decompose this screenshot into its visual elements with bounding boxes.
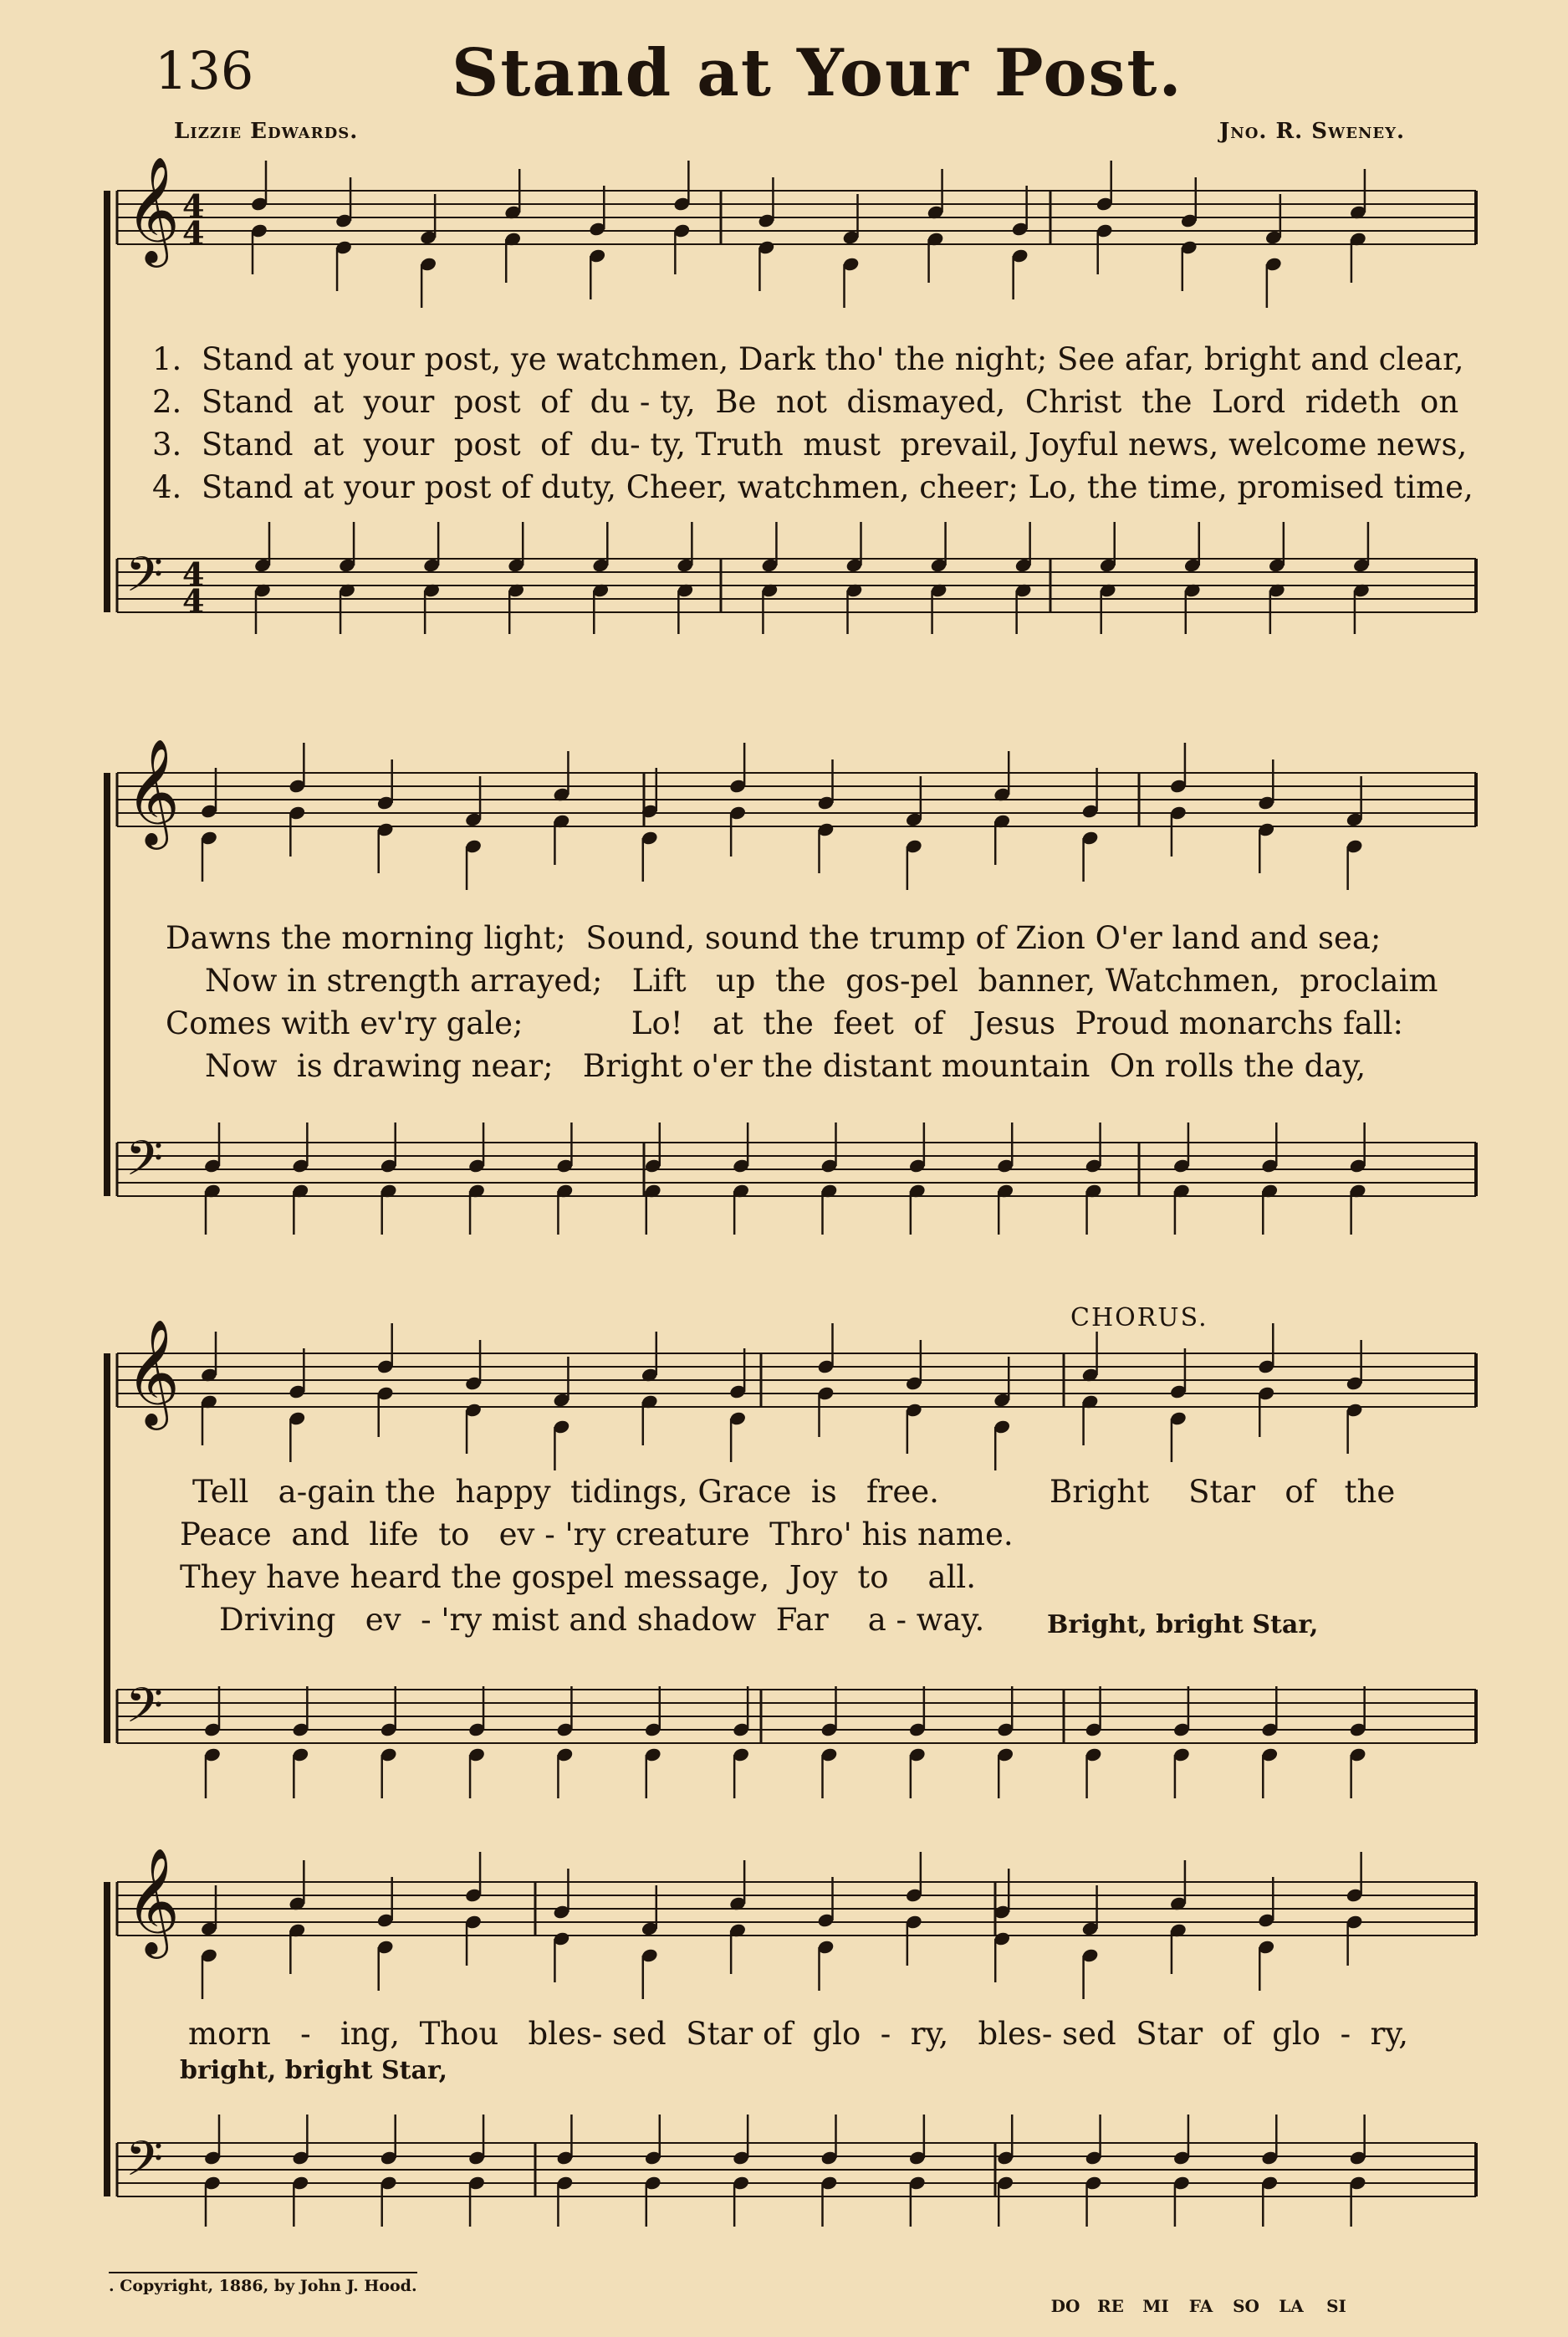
verse-1-line-2: Dawns the morning light; Sound, sound the trump of Zion O'er land and sea; — [166, 920, 1382, 956]
bass-clef: 𝄢 — [125, 2130, 164, 2199]
bass-chorus-lyric-2: bright, bright Star, — [180, 2056, 448, 2085]
verse-3-line-1: 3. Stand at your post of du- ty, Truth must prevail, Joyful news, welcome news, — [152, 427, 1468, 463]
solfa-mi: MI — [1142, 2296, 1169, 2316]
solfa-la: LA — [1279, 2296, 1304, 2316]
verse-2-line-2: Now in strength arrayed; Lift up the gos-pel banner, Watchmen, proclaim — [166, 963, 1438, 999]
solfa-si: SI — [1326, 2296, 1346, 2316]
time-signature-top: 4 — [182, 555, 205, 593]
solfa-so: SO — [1233, 2296, 1259, 2316]
bass-clef: 𝄢 — [125, 546, 164, 615]
solfa-re: RE — [1097, 2296, 1124, 2316]
bass-clef: 𝄢 — [125, 1130, 164, 1199]
chorus-label: CHORUS. — [1070, 1303, 1208, 1332]
page-number: 136 — [155, 40, 254, 101]
verse-2-line-1: 2. Stand at your post of du - ty, Be not dismayed, Christ the Lord rideth on — [152, 384, 1459, 420]
verse-3-line-3: They have heard the gospel message, Joy to all. — [180, 1559, 977, 1595]
verse-1-line-3: Tell a-gain the happy tidings, Grace is free. — [192, 1474, 939, 1510]
time-signature-bottom: 4 — [182, 214, 205, 252]
treble-clef: 𝄞 — [125, 156, 181, 263]
verse-1-line-1: 1. Stand at your post, ye watchmen, Dark tho' the night; See afar, bright and clear, — [152, 341, 1464, 377]
time-signature-top: 4 — [182, 187, 205, 225]
treble-clef: 𝄞 — [125, 1318, 181, 1425]
chorus-lyric-1: Bright Star of the — [1050, 1474, 1396, 1510]
solfa-do: DO — [1050, 2296, 1080, 2316]
copyright-notice: . Copyright, 1886, by John J. Hood. — [109, 2272, 417, 2295]
verse-4-line-3: Driving ev - 'ry mist and shadow Far a - way. — [180, 1602, 985, 1638]
solfa-fa: FA — [1188, 2296, 1213, 2316]
hymn-title: Stand at Your Post. — [452, 35, 1183, 111]
composer-credit: Jno. R. Sweney. — [1219, 119, 1406, 144]
treble-clef: 𝄞 — [125, 738, 181, 845]
treble-clef: 𝄞 — [125, 1847, 181, 1954]
bass-chorus-lyric-1: Bright, bright Star, — [1047, 1610, 1319, 1639]
verse-2-line-3: Peace and life to ev - 'ry creature Thro' his name. — [180, 1516, 1014, 1552]
verse-3-line-2: Comes with ev'ry gale; Lo! at the feet of Jesus Proud monarchs fall: — [166, 1005, 1403, 1041]
verse-4-line-2: Now is drawing near; Bright o'er the distant mountain On rolls the day, — [166, 1048, 1366, 1084]
lyricist-credit: Lizzie Edwards. — [174, 119, 359, 144]
chorus-lyric-2: morn - ing, Thou bles- sed Star of glo - ry, bles- sed Star of glo - ry, — [188, 2016, 1409, 2052]
time-signature-bottom: 4 — [182, 582, 205, 620]
verse-4-line-1: 4. Stand at your post of duty, Cheer, watchmen, cheer; Lo, the time, promised time, — [152, 469, 1474, 505]
bass-clef: 𝄢 — [125, 1677, 164, 1746]
